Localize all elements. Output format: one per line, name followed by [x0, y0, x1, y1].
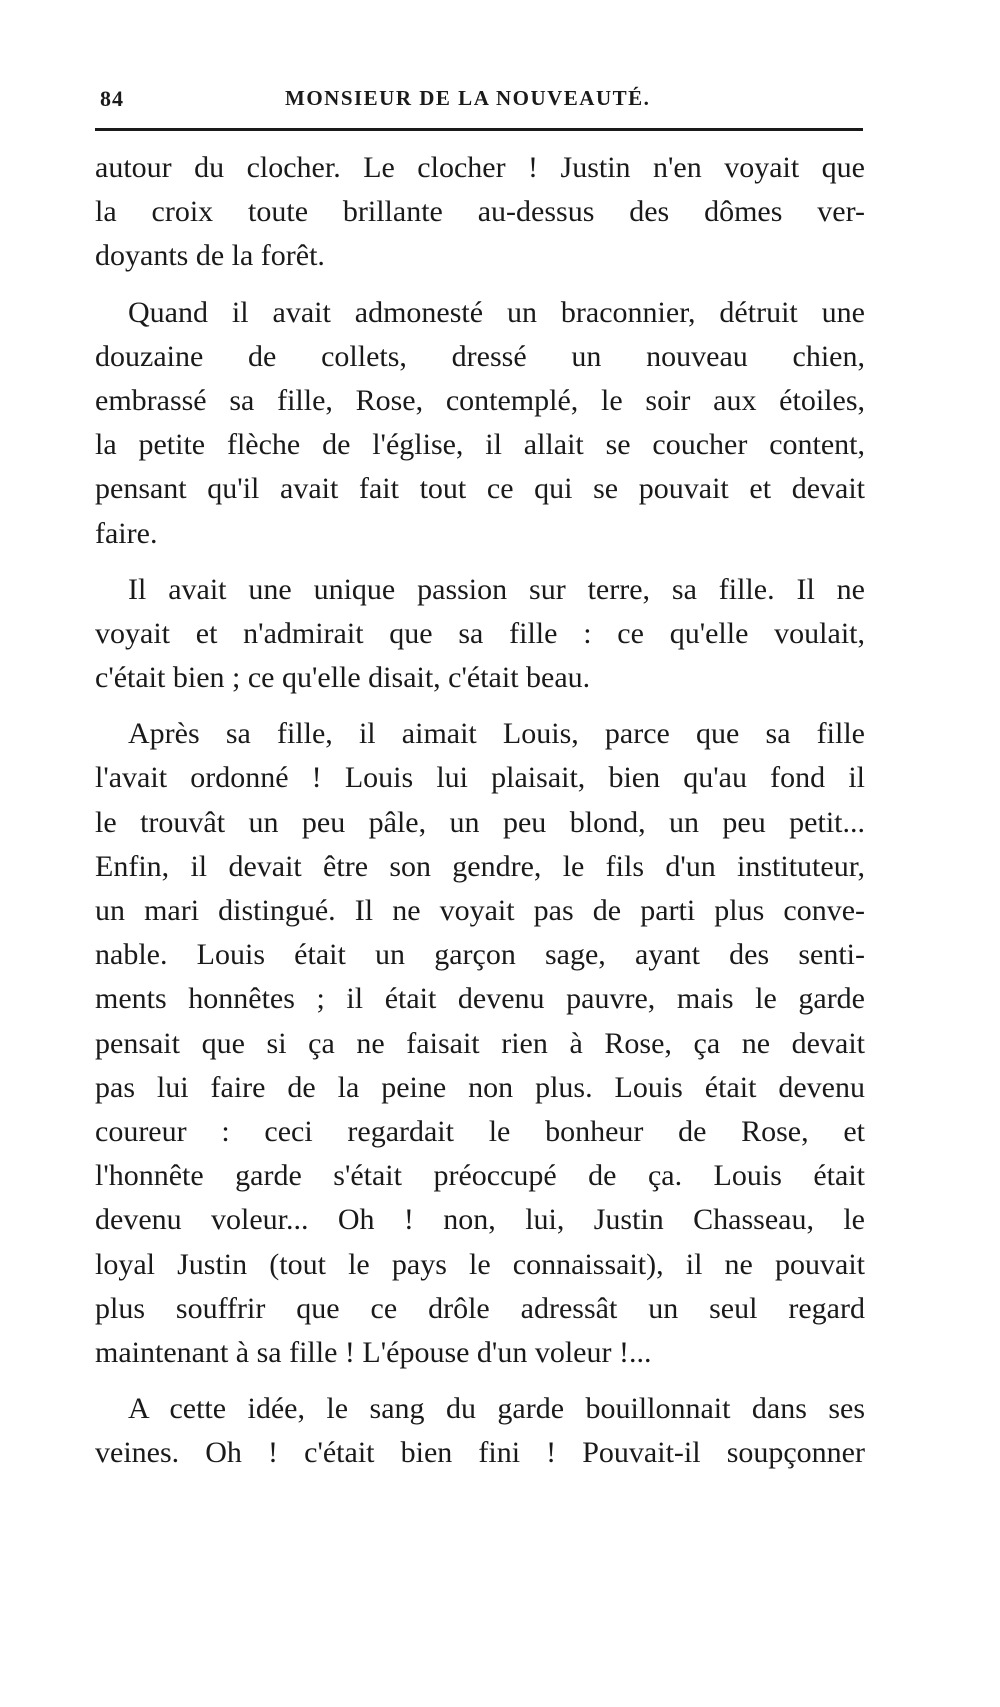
running-title: MONSIEUR DE LA NOUVEAUTÉ.: [285, 86, 651, 110]
text-line: embrassé sa fille, Rose, contemplé, le soir aux étoiles,: [95, 383, 865, 417]
text-line: pensait que si ça ne faisait rien à Rose, ça ne devait: [95, 1026, 865, 1060]
text-line: coureur : ceci regardait le bonheur de Rose, et: [95, 1114, 865, 1148]
page-number: 84: [100, 86, 124, 111]
text-line: Après sa fille, il aimait Louis, parce que sa fille: [128, 717, 865, 751]
text-line: autour du clocher. Le clocher ! Justin n'en voyait que: [95, 151, 865, 184]
text-line: douzaine de collets, dressé un nouveau chien,: [95, 339, 865, 373]
paragraph: [95, 1387, 865, 1475]
body-text: [95, 146, 865, 1475]
text-line: c'était bien ; ce qu'elle disait, c'était beau.: [95, 661, 591, 695]
paragraph: [95, 568, 865, 701]
header-rule: [95, 128, 863, 131]
text-line: Il avait une unique passion sur terre, sa fille. Il ne: [128, 572, 865, 606]
text-line: maintenant à sa fille ! L'épouse d'un voleur !...: [95, 1335, 652, 1369]
text-line: veines. Oh ! c'était bien fini ! Pouvait-il soupçonner: [95, 1436, 865, 1470]
text-line: doyants de la forêt.: [95, 239, 325, 273]
text-line: la croix toute brillante au-dessus des dômes ver-: [95, 195, 865, 229]
text-line: l'avait ordonné ! Louis lui plaisait, bien qu'au fond il: [95, 761, 865, 795]
paragraph: [95, 291, 865, 556]
text-line: ments honnêtes ; il était devenu pauvre, mais le garde: [95, 982, 865, 1016]
text-line: Enfin, il devait être son gendre, le fils d'un instituteur,: [95, 849, 865, 883]
running-head: [100, 86, 860, 116]
text-line: le trouvât un peu pâle, un peu blond, un peu petit...: [95, 805, 865, 839]
text-line: pensant qu'il avait fait tout ce qui se pouvait et devait: [95, 472, 865, 506]
text-line: voyait et n'admirait que sa fille : ce qu'elle voulait,: [95, 616, 865, 650]
text-line: la petite flèche de l'église, il allait se coucher content,: [95, 428, 865, 462]
text-line: pas lui faire de la peine non plus. Louis était devenu: [95, 1070, 865, 1104]
text-line: Quand il avait admonesté un braconnier, détruit une: [128, 295, 865, 329]
text-line: loyal Justin (tout le pays le connaissait), il ne pouvait: [95, 1247, 865, 1281]
paragraph: [95, 712, 865, 1375]
text-line: l'honnête garde s'était préoccupé de ça. Louis était: [95, 1159, 865, 1193]
text-line: faire.: [95, 516, 158, 550]
paragraph: [95, 146, 865, 279]
text-line: A cette idée, le sang du garde bouillonnait dans ses: [128, 1392, 865, 1426]
text-line: un mari distingué. Il ne voyait pas de parti plus conve-: [95, 894, 865, 927]
text-line: plus souffrir que ce drôle adressât un seul regard: [95, 1291, 865, 1325]
text-line: nable. Louis était un garçon sage, ayant des senti-: [95, 938, 865, 972]
text-line: devenu voleur... Oh ! non, lui, Justin Chasseau, le: [95, 1203, 865, 1237]
